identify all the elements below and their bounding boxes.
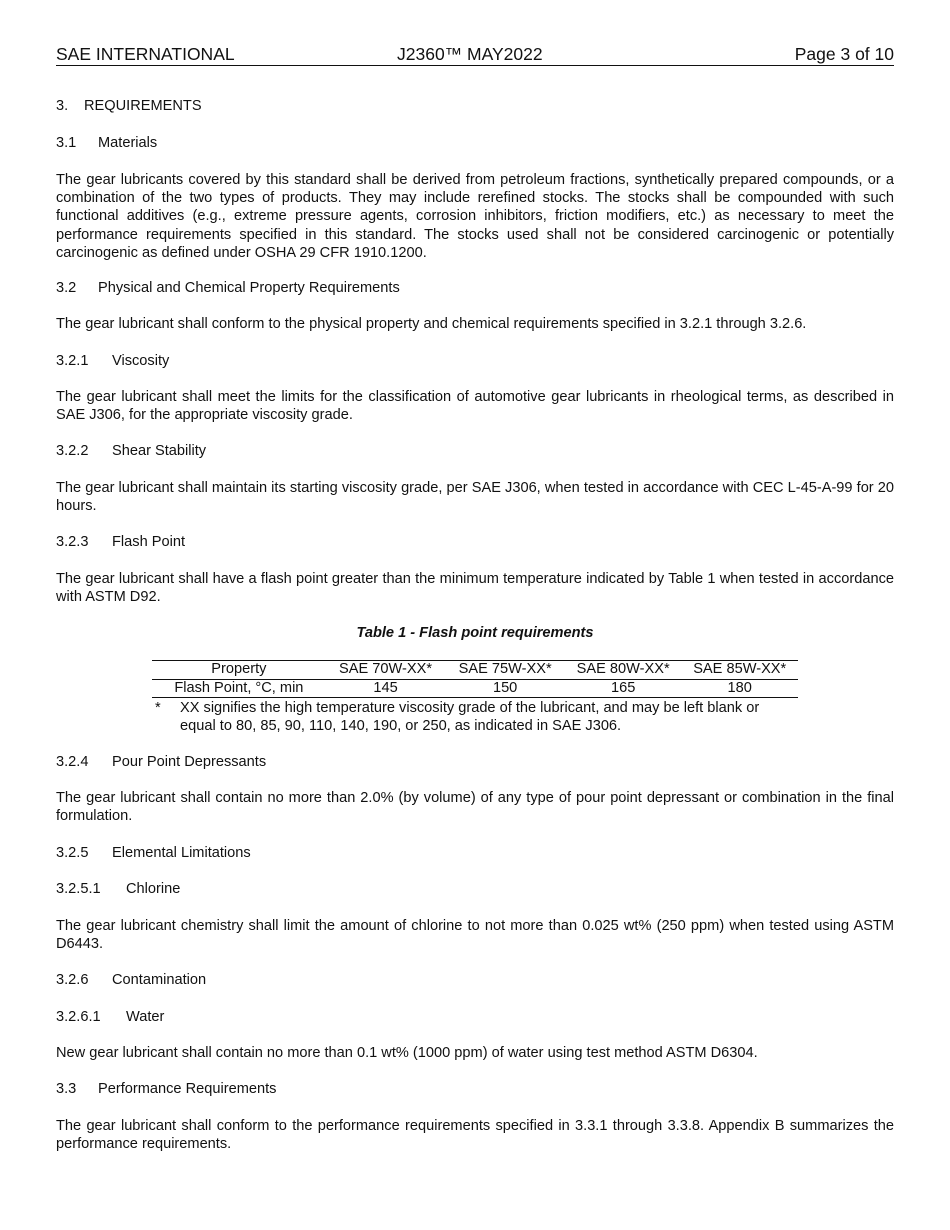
section-number: 3.2.3 — [56, 534, 89, 550]
section-3-2-5-1-paragraph: The gear lubricant chemistry shall limit the amount of chlorine to not more than 0.025 wt% (250 ppm) when tested using ASTM D6443. — [56, 918, 894, 953]
section-3-2-2-heading — [56, 442, 894, 460]
section-number: 3.2.4 — [56, 754, 89, 770]
footnote-text: XX signifies the high temperature viscosity grade of the lubricant, and may be left blank or equal to 80, 85, 90, 110, 140, 190, or 250, as indicated in SAE J306. — [180, 700, 760, 735]
section-3-2-5-heading — [56, 844, 894, 862]
header-org: SAE INTERNATIONAL — [56, 44, 235, 64]
table-cell: 165 — [611, 679, 636, 696]
section-3-3-heading — [56, 1080, 894, 1098]
section-number: 3.2 — [56, 280, 77, 296]
header-doc-id: J2360™ MAY2022 — [397, 44, 543, 64]
section-title: Chlorine — [126, 881, 181, 897]
section-3-heading — [56, 97, 894, 115]
table-header-cell: SAE 70W-XX* — [339, 661, 433, 677]
section-title: Shear Stability — [112, 443, 207, 459]
section-3-1-heading — [56, 134, 894, 152]
section-number: 3.2.5 — [56, 845, 89, 861]
section-3-2-1-paragraph: The gear lubricant shall meet the limits for the classification of automotive gear lubricants in rheological terms, as described in SAE J306, for the appropriate viscosity grade. — [56, 389, 894, 424]
section-3-2-2-paragraph: The gear lubricant shall maintain its starting viscosity grade, per SAE J306, when tested in accordance with CEC L-45-A-99 for 20 hours. — [56, 480, 894, 515]
section-title: Performance Requirements — [98, 1081, 277, 1097]
section-title: Physical and Chemical Property Requirements — [98, 280, 400, 296]
table-header-cell: SAE 75W-XX* — [458, 661, 552, 677]
footnote-mark: * — [155, 700, 161, 716]
section-3-1-paragraph: The gear lubricants covered by this standard shall be derived from petroleum fractions, synthetically prepared compounds, or a combination of the two types of products. They may include rerefined stocks. The stocks shall be compounded with such functional additives (e.g., extreme pressure agents, corrosion inhibitors, friction modifiers, etc.) as necessary to meet the performance requirements specified in this standard. The stocks used shall not be considered carcinogenic or potentially carcinogenic as defined under OSHA 29 CFR 1910.1200. — [56, 172, 894, 261]
section-title: Viscosity — [112, 353, 170, 369]
section-3-2-1-heading — [56, 352, 894, 370]
section-3-2-6-1-paragraph: New gear lubricant shall contain no more than 0.1 wt% (1000 ppm) of water using test method ASTM D6304. — [56, 1045, 758, 1061]
section-number: 3.2.6.1 — [56, 1009, 101, 1025]
section-3-2-5-1-heading — [56, 880, 894, 898]
section-number: 3.2.2 — [56, 443, 89, 459]
table-cell: Flash Point, °C, min — [174, 679, 304, 696]
table-header-row — [152, 661, 798, 680]
section-title: Contamination — [112, 972, 207, 988]
table-header-cell: Property — [211, 661, 267, 677]
section-3-2-paragraph: The gear lubricant shall conform to the physical property and chemical requirements specified in 3.2.1 through 3.2.6. — [56, 316, 807, 332]
section-title: Materials — [98, 135, 158, 151]
section-title: Elemental Limitations — [112, 845, 251, 861]
table-header-cell: SAE 80W-XX* — [576, 661, 670, 677]
table-cell: 145 — [373, 679, 398, 696]
section-3-2-6-heading — [56, 971, 894, 989]
table-cell: 150 — [492, 679, 518, 696]
section-title: Flash Point — [112, 534, 186, 550]
section-number: 3.1 — [56, 135, 77, 151]
section-title: Water — [126, 1009, 165, 1025]
section-3-2-4-heading — [56, 753, 894, 771]
section-3-3-paragraph: The gear lubricant shall conform to the performance requirements specified in 3.3.1 through 3.3.8. Appendix B summarizes the performance requirements. — [56, 1118, 894, 1153]
section-3-2-3-paragraph: The gear lubricant shall have a flash point greater than the minimum temperature indicated by Table 1 when tested in accordance with ASTM D92. — [56, 571, 894, 606]
section-3-2-heading — [56, 279, 894, 297]
section-number: 3.2.6 — [56, 972, 89, 988]
section-title: Pour Point Depressants — [112, 754, 267, 770]
table-1-caption: Table 1 - Flash point requirements — [356, 625, 594, 641]
section-3-2-4-paragraph: The gear lubricant shall contain no more than 2.0% (by volume) of any type of pour point depressant or combination in the final formulation. — [56, 790, 894, 825]
page-header — [56, 43, 894, 66]
header-page-number: Page 3 of 10 — [794, 44, 894, 64]
table-row — [152, 679, 798, 698]
section-title: REQUIREMENTS — [84, 98, 202, 114]
section-number: 3. — [56, 98, 69, 114]
section-number: 3.2.1 — [56, 353, 89, 369]
flash-point-table — [152, 660, 798, 698]
section-3-2-6-1-heading — [56, 1008, 894, 1026]
table-cell: 180 — [727, 679, 752, 696]
section-3-2-3-heading — [56, 533, 894, 551]
section-number: 3.2.5.1 — [56, 881, 101, 897]
section-number: 3.3 — [56, 1081, 77, 1097]
table-header-cell: SAE 85W-XX* — [693, 661, 787, 677]
